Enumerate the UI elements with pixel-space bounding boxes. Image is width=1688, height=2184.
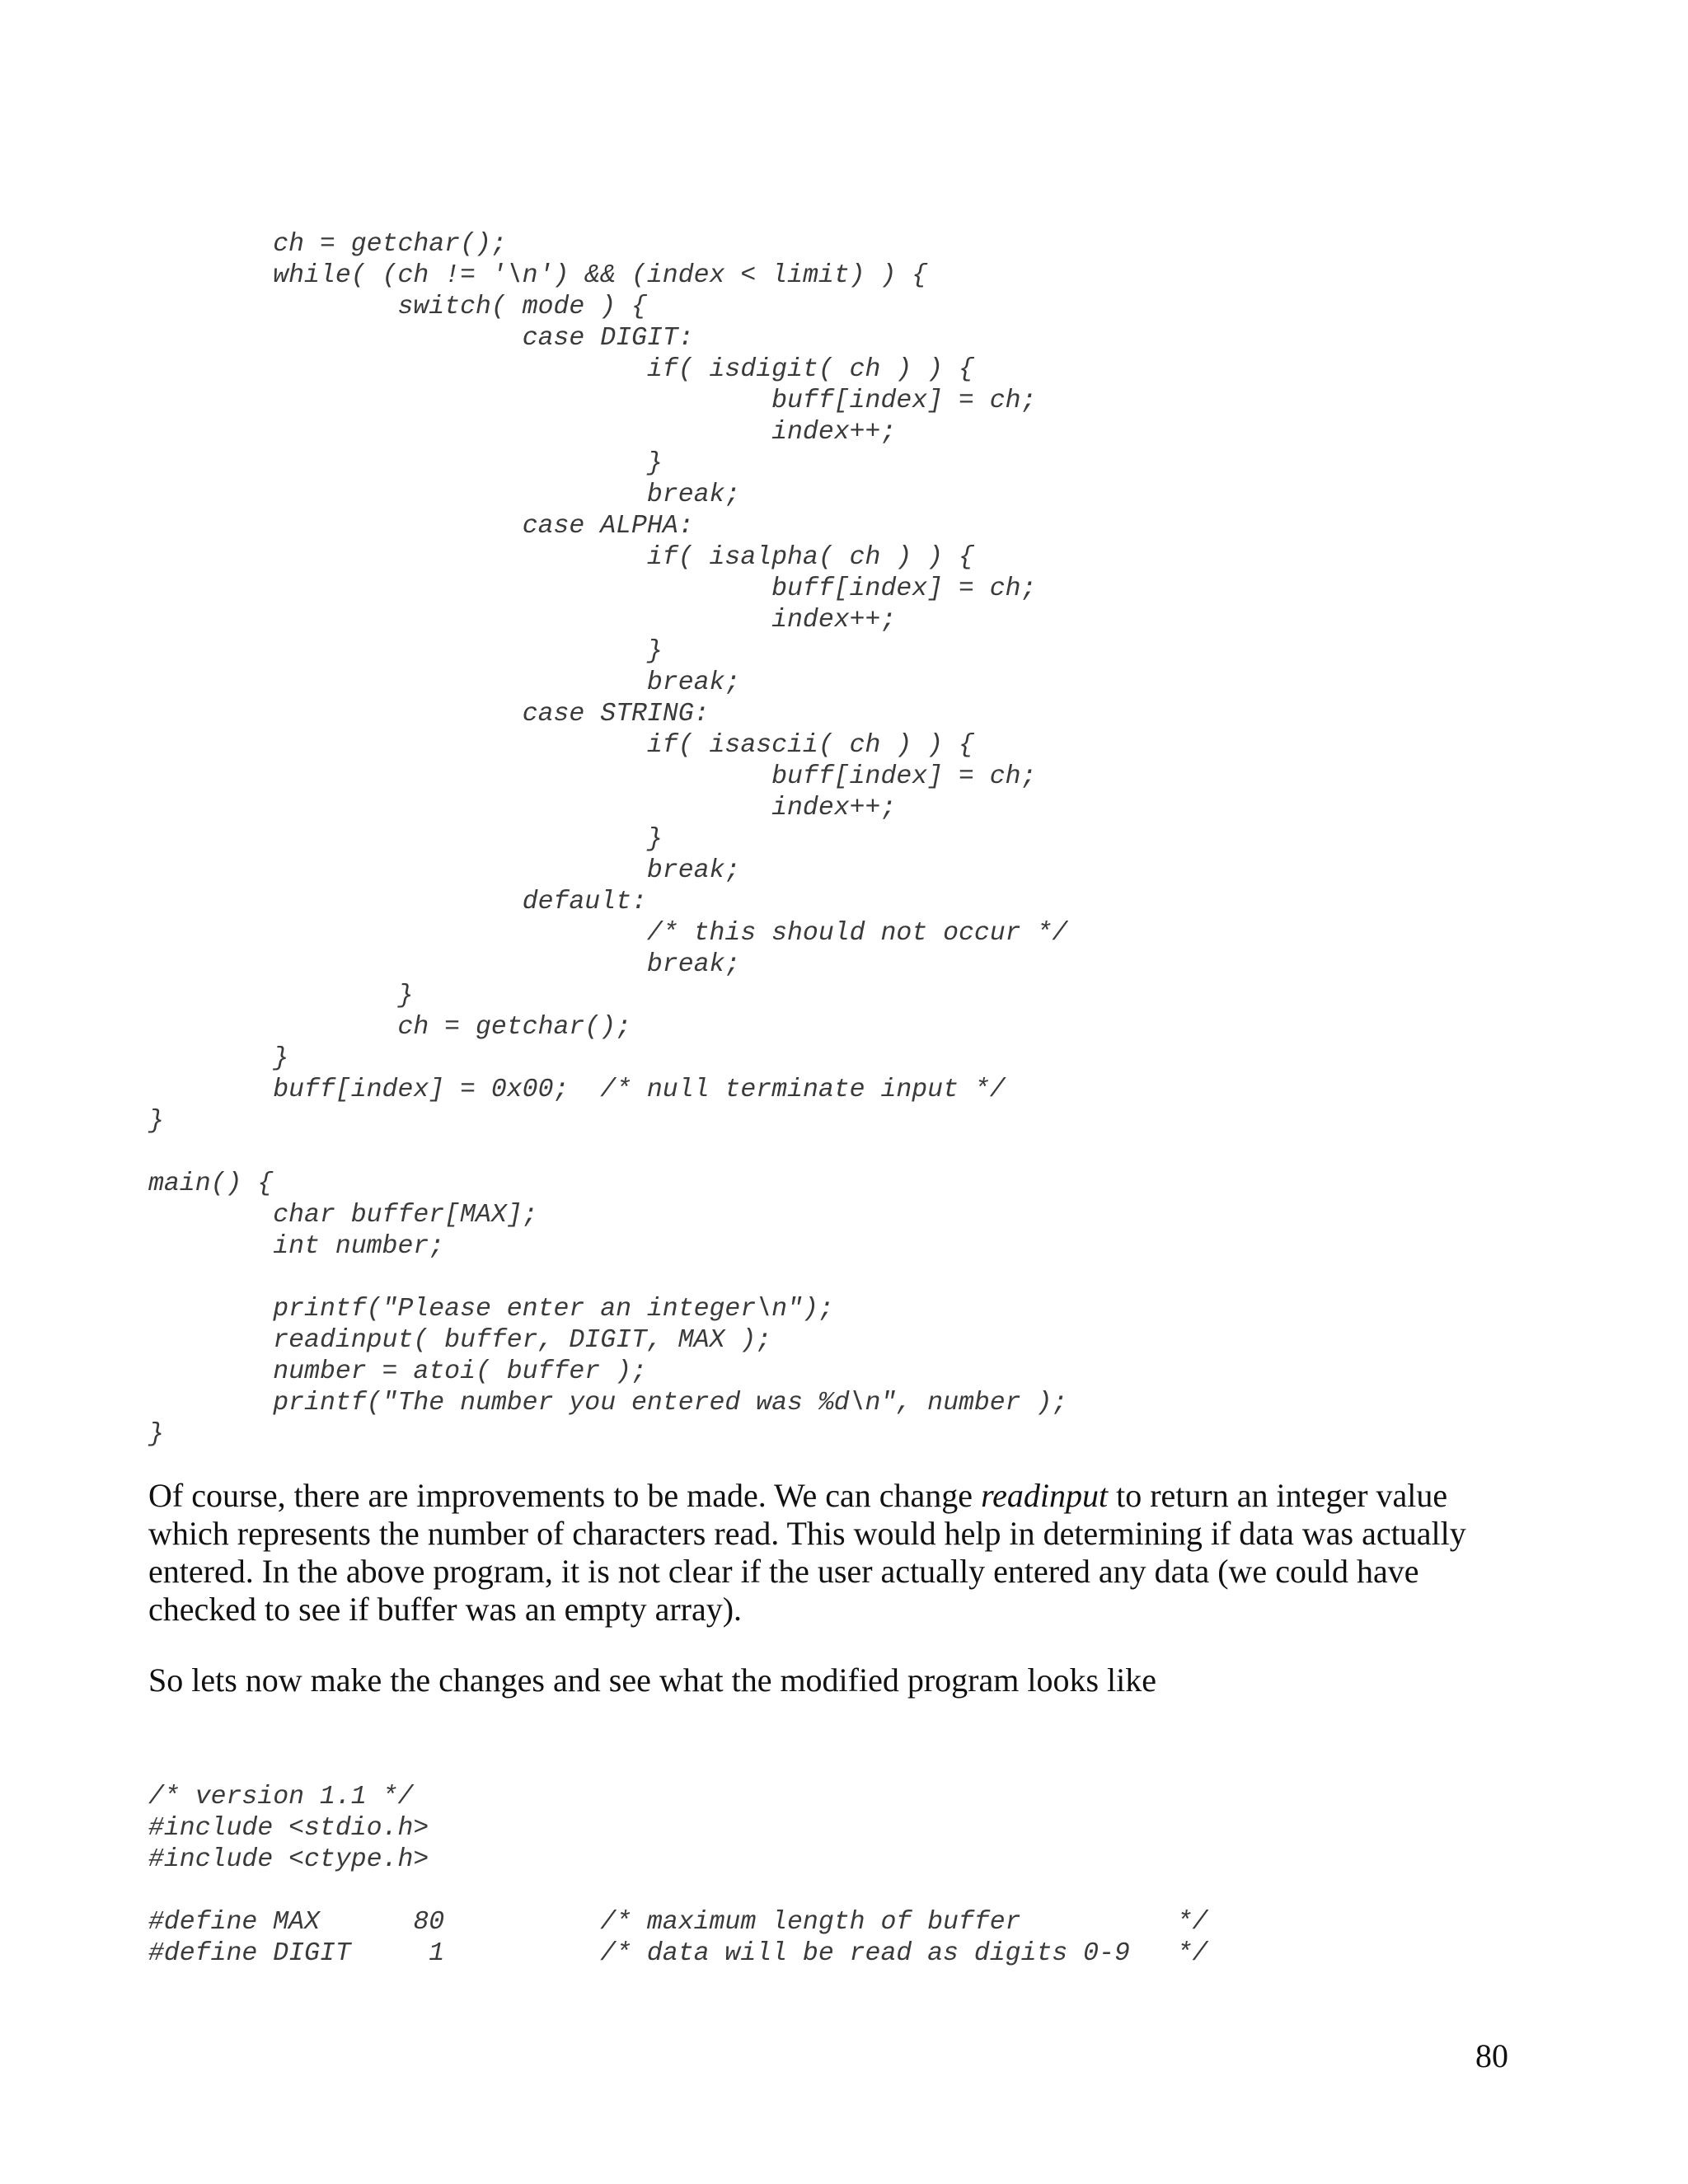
code-line: buff[index] = ch;	[148, 574, 1037, 603]
code-line: break;	[148, 668, 741, 697]
code-line: readinput( buffer, DIGIT, MAX );	[148, 1326, 772, 1355]
paragraph-modified-program-intro: So lets now make the changes and see what the modified program looks like	[148, 1661, 1157, 1699]
code-line: #define DIGIT 1 /* data will be read as digits 0-9 */	[148, 1939, 1208, 1968]
code-line: printf("Please enter an integer\n");	[148, 1295, 834, 1324]
code-line: case STRING:	[148, 700, 710, 729]
code-line: index++;	[148, 606, 897, 635]
code-line: main() {	[148, 1169, 274, 1198]
code-line: }	[148, 449, 663, 478]
code-line: ch = getchar();	[148, 1013, 631, 1042]
code-line: printf("The number you entered was %d\n", number );	[148, 1389, 1068, 1418]
code-line: index++;	[148, 794, 897, 823]
paragraph-text: to return an integer value which represents the number of characters read. This would help in determining if data was actually entered. In the above program, it is not clear if the user actually entered any data (we could have checked to see if buffer was an empty array).	[148, 1477, 1466, 1628]
code-line: }	[148, 825, 663, 854]
code-line: default:	[148, 888, 647, 916]
code-line: case ALPHA:	[148, 512, 694, 541]
code-line: }	[148, 982, 414, 1010]
code-block-version-1-1	[148, 1782, 1207, 1970]
code-line: char buffer[MAX];	[148, 1201, 538, 1230]
code-line: break;	[148, 950, 741, 979]
code-line	[148, 1263, 1067, 1294]
code-line: number = atoi( buffer );	[148, 1357, 647, 1386]
code-line: #define MAX 80 /* maximum length of buffer */	[148, 1908, 1208, 1937]
code-line: int number;	[148, 1232, 445, 1261]
code-line: /* this should not occur */	[148, 919, 1068, 948]
code-line: buff[index] = ch;	[148, 387, 1037, 415]
code-block-readinput-and-main	[148, 229, 1067, 1451]
code-line: break;	[148, 856, 741, 885]
code-line: }	[148, 637, 663, 666]
paragraph-text: Of course, there are improvements to be made. We can change	[148, 1477, 982, 1514]
code-line: buff[index] = ch;	[148, 762, 1037, 791]
code-line	[148, 1876, 1207, 1907]
code-line: }	[148, 1420, 164, 1449]
code-line: buff[index] = 0x00; /* null terminate input */	[148, 1076, 1006, 1104]
code-line: #include <stdio.h>	[148, 1814, 429, 1843]
code-line: if( isalpha( ch ) ) {	[148, 543, 974, 572]
paragraph-improvements	[148, 1477, 1517, 1629]
code-line: case DIGIT:	[148, 324, 694, 353]
code-line	[148, 1137, 1067, 1169]
code-line: ch = getchar();	[148, 230, 507, 259]
paragraph-emphasis: readinput	[981, 1477, 1109, 1514]
code-line: /* version 1.1 */	[148, 1783, 414, 1811]
code-line: index++;	[148, 418, 897, 447]
code-line: switch( mode ) {	[148, 293, 647, 321]
code-line: if( isdigit( ch ) ) {	[148, 355, 974, 384]
code-line: break;	[148, 480, 741, 509]
code-line: if( isascii( ch ) ) {	[148, 731, 974, 760]
code-line: }	[148, 1044, 289, 1073]
page-number: 80	[1475, 2037, 1508, 2074]
code-line: #include <ctype.h>	[148, 1845, 429, 1874]
code-line: while( (ch != '\n') && (index < limit) ) {	[148, 261, 928, 290]
code-line: }	[148, 1107, 164, 1136]
